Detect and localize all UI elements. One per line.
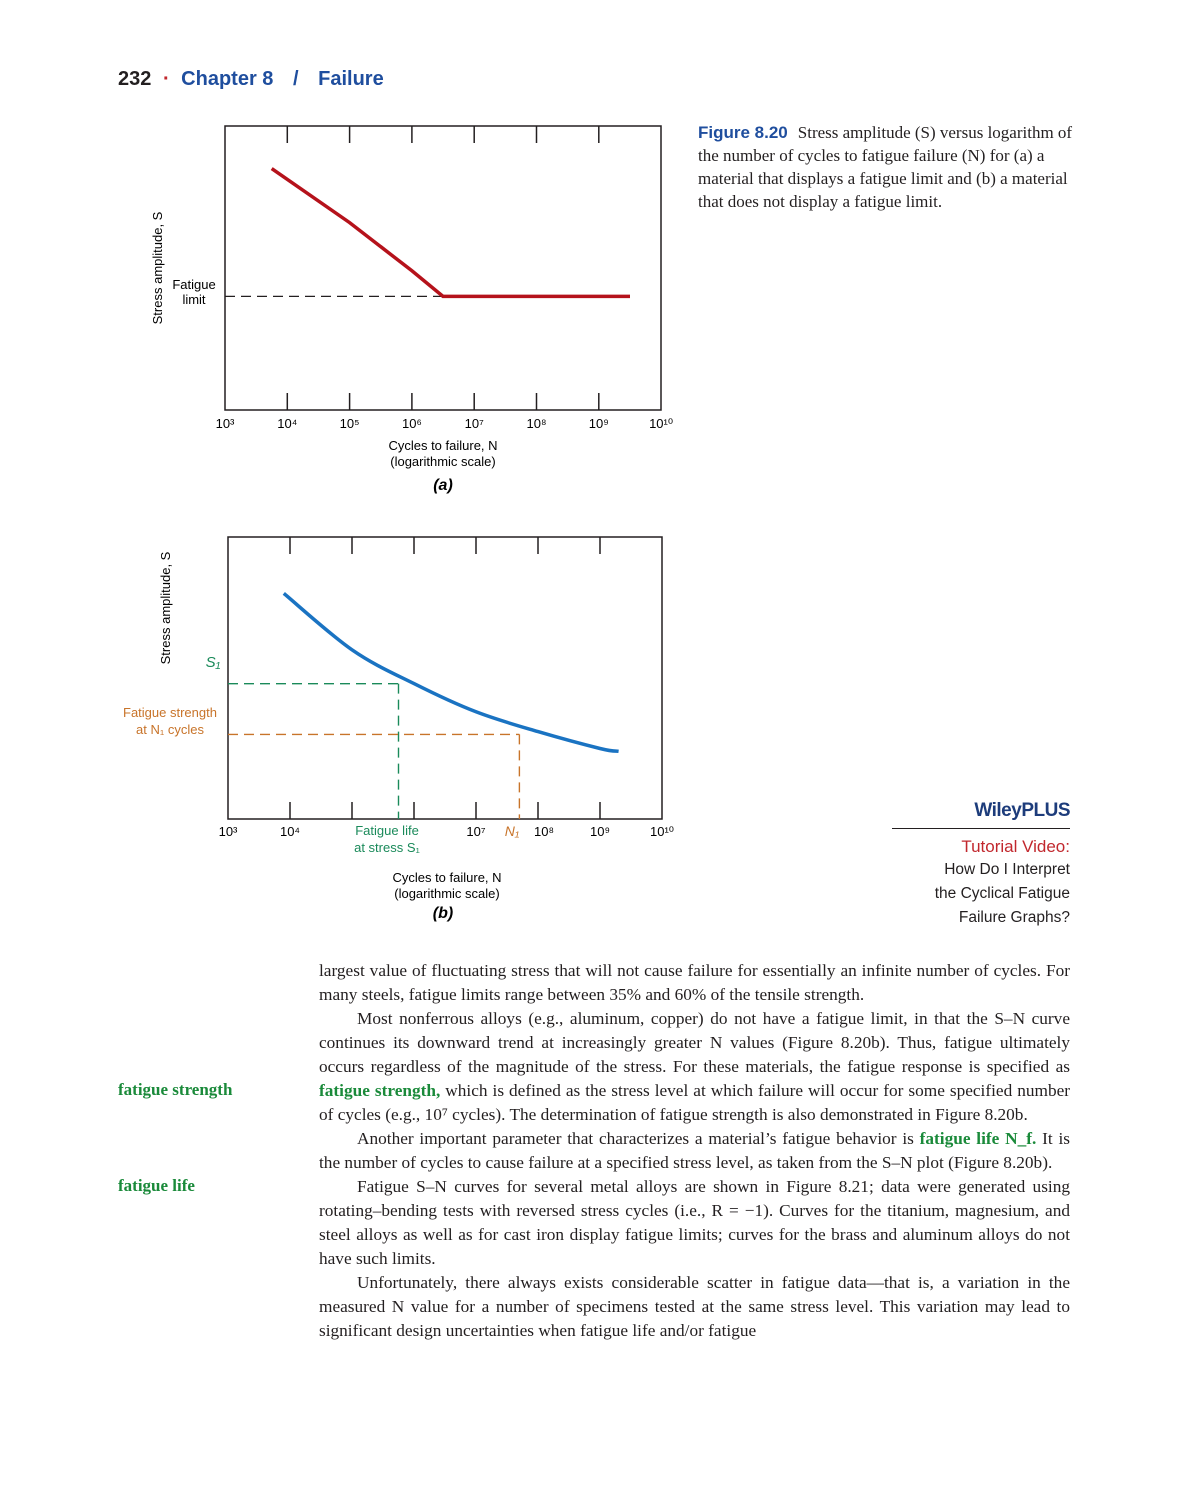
paragraph-4: Fatigue S–N curves for several metal alloys are shown in Figure 8.21; data were generated using rotating–bending tests with reversed stress cycles (i.e., R = −1). Curves for the titanium, magnesium, and steel alloys as well as for cast iron display fatigue limits; curves for the brass and aluminum alloys do not have such limits. — [319, 1177, 1070, 1268]
paragraph-3-b: It is the number of cycles to cause failure at a specified stress level, as taken from the S–N plot (Figure 8.20b). — [319, 1129, 1070, 1172]
tutorial-video-title-l1[interactable]: How Do I Interpret — [944, 861, 1070, 878]
chart-b-fatigue-life-label: Fatigue life — [355, 823, 419, 838]
paragraph-3 — [319, 1127, 1070, 1175]
chart-a-bottom-ticks — [287, 393, 599, 410]
wileyplus-logo: WileyPLUS — [974, 800, 1070, 821]
chart-a-tick-label: 10⁸ — [526, 416, 547, 431]
chart-a-tick-label: 10⁹ — [588, 416, 609, 431]
chart-a-tick-label: 10⁵ — [339, 416, 360, 431]
chart-b-s1-label: S₁ — [205, 654, 221, 671]
chart-b-bottom-ticks — [290, 802, 600, 819]
chart-a-xlabel-sub: (logarithmic scale) — [390, 454, 496, 469]
chapter-title: Failure — [318, 68, 384, 90]
keyword-fatigue-life: fatigue life N_f. — [919, 1129, 1037, 1148]
chart-a-tick-label: 10³ — [215, 416, 235, 431]
chart-a-tick-labels — [216, 416, 674, 431]
body-text — [319, 959, 1070, 1343]
figure-caption — [698, 121, 1078, 213]
chart-b-tick-labels — [219, 824, 674, 839]
paragraph-1: largest value of fluctuating stress that will not cause failure for essentially an infinite number of cycles. For many steels, fatigue limits range between 35% and 60% of the tensile strength. — [319, 961, 1070, 1004]
margin-term-fatigue-strength: fatigue strength — [118, 1080, 233, 1099]
header-slash: / — [292, 68, 299, 90]
chart-a-sn-curve — [272, 169, 630, 297]
chart-a-tick-label: 10⁷ — [464, 416, 484, 431]
chart-a-annotation-l2: limit — [182, 292, 206, 307]
chart-a-xlabel: Cycles to failure, N — [388, 438, 498, 453]
chart-b-xlabel: Cycles to failure, N — [392, 870, 502, 885]
tutorial-video-title-l3[interactable]: Failure Graphs? — [958, 909, 1070, 926]
chart-b-ylabel: Stress amplitude, S — [158, 551, 173, 665]
chart-a-tick-label: 10⁴ — [277, 416, 298, 431]
chart-a-annotation-l1: Fatigue — [172, 277, 216, 292]
paragraph-2-b: which is defined as the stress level at which failure will occur for some specified number of cycles (e.g., 10⁷ cycles). The determination of fatigue strength is also demonstrated in Figure 8.20b. — [319, 1081, 1071, 1124]
page-number: 232 — [118, 68, 152, 90]
chart-b-frame — [228, 537, 662, 819]
paragraph-5: Unfortunately, there always exists considerable scatter in fatigue data—that is, a variation in the measured N value for a number of specimens tested at the same stress level. This variation may lead to significant design uncertainties when fatigue life and/or fatigue — [319, 1273, 1070, 1340]
wileyplus-rule — [892, 828, 1070, 829]
chart-b — [123, 537, 674, 922]
wileyplus-callout[interactable] — [890, 800, 1070, 929]
chart-b-fatigue-strength-label: Fatigue strength — [123, 705, 217, 720]
paragraph-3-a: Another important parameter that characterizes a material’s fatigue behavior is — [357, 1129, 920, 1148]
chart-b-tick-label: 10⁹ — [589, 824, 611, 839]
paragraph-2 — [319, 1007, 1070, 1127]
chart-a-top-ticks — [287, 126, 599, 143]
chart-b-n1-label: N₁ — [504, 823, 520, 839]
figure-caption-text: Stress amplitude (S) versus logarithm of the number of cycles to fatigue failure (N) for (a) a material that displays a fatigue limit and (b) a material that does not display a fatigue limit. — [698, 123, 1073, 211]
chart-b-sn-curve — [284, 593, 619, 751]
chart-b-tick-label: 10³ — [218, 824, 238, 839]
chapter-label: Chapter 8 — [181, 68, 274, 90]
paragraph-2-a: Most nonferrous alloys (e.g., aluminum, copper) do not have a fatigue limit, in that the S–N curve continues its downward trend at increasingly greater N values (Figure 8.20b). Thus, fatigue ultimately occurs regardless of the magnitude of the stress. For these materials, the fatigue response is specified as — [319, 1009, 1070, 1076]
tutorial-video-title-l2[interactable]: the Cyclical Fatigue — [934, 885, 1070, 902]
keyword-fatigue-strength: fatigue strength, — [319, 1081, 441, 1100]
chart-b-fatigue-life-sub: at stress S₁ — [354, 840, 420, 855]
chart-a-frame — [225, 126, 661, 410]
chart-b-tick-label: 10⁸ — [534, 824, 554, 839]
chart-a-ylabel: Stress amplitude, S — [150, 211, 165, 325]
chart-b-panel-label: (b) — [432, 905, 454, 922]
chart-b-fatigue-strength-sub: at N₁ cycles — [136, 722, 204, 737]
chart-a — [150, 126, 673, 494]
header-separator: · — [162, 68, 170, 90]
chart-b-tick-label: 10¹⁰ — [649, 824, 675, 839]
margin-term-fatigue-life: fatigue life — [118, 1176, 195, 1195]
tutorial-video-label: Tutorial Video: — [961, 837, 1070, 856]
chart-a-tick-label: 10⁶ — [401, 416, 422, 431]
chart-b-top-ticks — [290, 537, 600, 554]
chart-a-panel-label: (a) — [433, 477, 453, 494]
chart-a-tick-label: 10¹⁰ — [649, 416, 674, 431]
chart-b-xlabel-sub: (logarithmic scale) — [394, 886, 500, 901]
chart-b-tick-label: 10⁴ — [279, 824, 301, 839]
figure-label: Figure 8.20 — [698, 123, 788, 142]
chart-b-tick-label: 10⁷ — [466, 824, 486, 839]
